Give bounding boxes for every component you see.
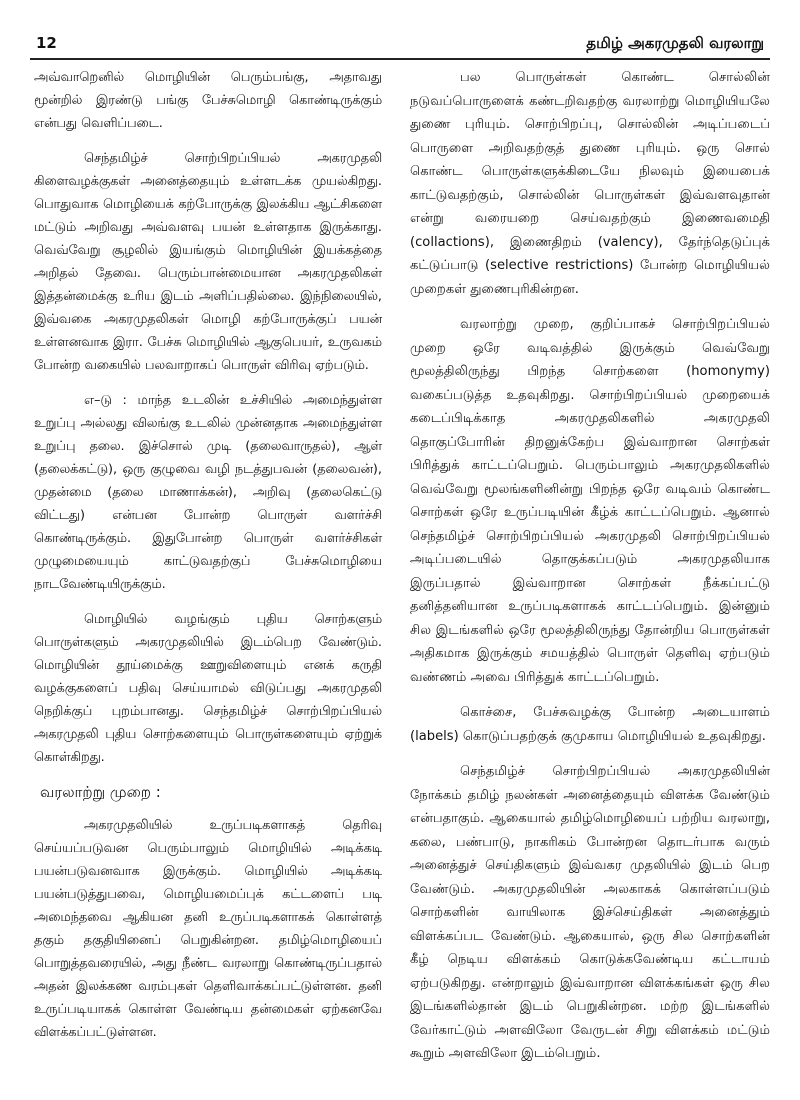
left-paragraph-2: செந்தமிழ்ச் சொற்பிறப்பியல் அகரமுதலி கிளைவழக்குகள் அனைத்தையும் உள்ளடக்க முயல்கிறது. பொதுவாக மொழியைக் கற்போருக்கு இலக்கிய ஆட்சிகளை மட்டும் அறிவது அவ்வளவு பயன் உள்ளதாக இருக்காது. வெவ்வேறு சூழலில் இயங்கும் மொழியின் இயக்கத்தை அறிதல் தேவை. பெரும்பான்மையான அகரமுதலிகள் இத்தன்மைக்கு உரிய இடம் அளிப்பதில்லை. இந்நிலையில், இவ்வகை அகரமுதலிகள் மொழி கற்போருக்குப் பயன் உள்ளனவாக இரா. பேச்சு மொழியில் ஆகுபெயர், உருவகம் போன்ற வகையில் பலவாறாகப் பொருள் விரிவு ஏற்படும். bbox=[34, 151, 382, 373]
right-paragraph-1: பல பொருள்கள் கொண்ட சொல்லின் நடுவப்பொருளைக் கண்டறிவதற்கு வரலாற்று மொழியியலே துணை புரியும். சொற்பிறப்பு, சொல்லின் அடிப்படைப் பொருளை அறிவதற்குத் துணை புரியும். ஒரு சொல் கொண்ட பொருள்களுக்கிடையே நிலவும் இயைபைக் காட்டுவதற்கும், சொல்லின் பொருள்கள் இவ்வளவுதான் என்று வரையறை செய்வதற்கும் இணைவமைதி (collactions), இணைதிறம் (valency), தேர்ந்தெடுப்புக் கட்டுப்பாடு (selective restrictions) போன்ற மொழியியல் முறைகள் துணைபுரிகின்றன. bbox=[410, 70, 770, 297]
left-paragraph-3: எ–டு : மாந்த உடலின் உச்சியில் அமைந்துள்ள உறுப்பு அல்லது விலங்கு உடலில் முன்னதாக அமைந்துள்ள உறுப்பு தலை. இச்சொல் முடி (தலைவாருதல்), ஆள் (தலைக்கட்டு), ஒரு குழுவை வழி நடத்துபவன் (தலைவன்), முதன்மை (தலை மாணாக்கன்), அறிவு (தலைகெட்டு விட்டது) என்பன போன்ற பொருள் வளர்ச்சி கொண்டிருக்கும். இதுபோன்ற பொருள் வளர்ச்சிகள் முழுமையையும் காட்டுவதற்குப் பேச்சுமொழியை நாடவேண்டியிருக்கும். bbox=[34, 393, 382, 592]
page-number: 12 bbox=[36, 34, 57, 52]
page-header bbox=[30, 28, 770, 60]
right-paragraph-2: வரலாற்று முறை, குறிப்பாகச் சொற்பிறப்பியல் முறை ஒரே வடிவத்தில் இருக்கும் வெவ்வேறு மூலத்திலிருந்து பிறந்த சொற்களை (homonymy) வகைப்படுத்த உதவுகிறது. சொற்பிறப்பியல் முறையைக் கடைப்பிடிக்காத அகரமுதலிகளில் அகரமுதலி தொகுப்போரின் திறனுக்கேற்ப இவ்வாறான சொற்கள் பிரித்துக் காட்டப்பெறும். பெரும்பாலும் அகரமுதலிகளில் வெவ்வேறு மூலங்களினின்று பிறந்த ஒரே வடிவம் கொண்ட சொற்கள் ஒரே உருப்படியின் கீழ்க் காட்டப்பெறும். ஆனால் செந்தமிழ்ச் சொற்பிறப்பியல் அகரமுதலி சொற்பிறப்பியல் அடிப்படையில் தொகுக்கப்படும் அகரமுதலியாக இருப்பதால் இவ்வாறான சொற்கள் நீக்கப்பட்டு தனித்தனியான உருப்படிகளாகக் காட்டப்பெறும். இன்னும் சில இடங்களில் ஒரே மூலத்திலிருந்து தோன்றிய பொருள்கள் அதிகமாக இருக்கும் சமயத்தில் பொருள் தெளிவு ஏற்படும் வண்ணம் அவை பிரித்துக் காட்டப்பெறும். bbox=[410, 317, 770, 685]
running-title: தமிழ் அகரமுதலி வரலாறு bbox=[586, 34, 764, 52]
left-paragraph-4: மொழியில் வழங்கும் புதிய சொற்களும் பொருள்களும் அகரமுதலியில் இடம்பெற வேண்டும். மொழியின் தூய்மைக்கு ஊறுவிளையும் எனக் கருதி வழக்குகளைப் பதிவு செய்யாமல் விடுப்பது அகரமுதலி நெறிக்குப் புறம்பானது. செந்தமிழ்ச் சொற்பிறப்பியல் அகரமுதலி புதிய சொற்களையும் பொருள்களையும் ஏற்றுக் கொள்கிறது. bbox=[34, 612, 382, 765]
left-paragraph-1: அவ்வாறெனில் மொழியின் பெரும்பங்கு, அதாவது மூன்றில் இரண்டு பங்கு பேச்சுமொழி கொண்டிருக்கும் என்பது வெளிப்படை. bbox=[34, 70, 382, 131]
right-paragraph-4: செந்தமிழ்ச் சொற்பிறப்பியல் அகரமுதலியின் நோக்கம் தமிழ் நலன்கள் அனைத்தையும் விளக்க வேண்டும் என்பதாகும். ஆகையால் தமிழ்மொழியைப் பற்றிய வரலாறு, கலை, பண்பாடு, நாகரிகம் போன்றன தொடர்பாக வரும் அனைத்துச் செய்திகளும் இவ்வகர முதலியில் இடம் பெற வேண்டும். அகரமுதலியின் அலகாகக் கொள்ளப்படும் சொற்களின் வாயிலாக இச்செய்திகள் அனைத்தும் விளக்கப்பட வேண்டும். ஆகையால், ஒரு சில சொற்களின் கீழ் நெடிய விளக்கம் கொடுக்கவேண்டிய கட்டாயம் ஏற்படுகிறது. என்றாலும் இவ்வாறான விளக்கங்கள் ஒரு சில இடங்களில்தான் இடம் பெறுகின்றன. மற்ற இடங்களில் வேர்காட்டும் அளவிலோ வேருடன் சிறு விளக்கம் மட்டும் கூறும் அளவிலோ இடம்பெறும். bbox=[410, 764, 770, 1061]
left-column bbox=[34, 66, 382, 1056]
right-paragraph-3: கொச்சை, பேச்சுவழக்கு போன்ற அடையாளம் (labels) கொடுப்பதற்குக் குமுகாய மொழியியல் உதவுகிறது. bbox=[410, 705, 770, 744]
section-heading: வரலாற்று முறை : bbox=[40, 783, 161, 801]
right-column bbox=[410, 66, 770, 1078]
left-paragraph-5: அகரமுதலியில் உருப்படிகளாகத் தெரிவு செய்யப்படுவன பெரும்பாலும் மொழியில் அடிக்கடி பயன்படுவனவாக இருக்கும். மொழியில் அடிக்கடி பயன்படுத்துபவை, மொழியமைப்புக் கட்டளைப் படி அமைந்தவை ஆகியன தனி உருப்படிகளாகக் கொள்ளத் தகும் தகுதியினைப் பெறுகின்றன. தமிழ்மொழியைப் பொறுத்தவரையில், அது நீண்ட வரலாறு கொண்டிருப்பதால் அதன் இலக்கண வரம்புகள் தெளிவாக்கப்பட்டுள்ளன. தனி உருப்படியாகக் கொள்ள வேண்டிய தன்மைகள் ஏற்கனவே விளக்கப்பட்டுள்ளன. bbox=[34, 818, 382, 1040]
